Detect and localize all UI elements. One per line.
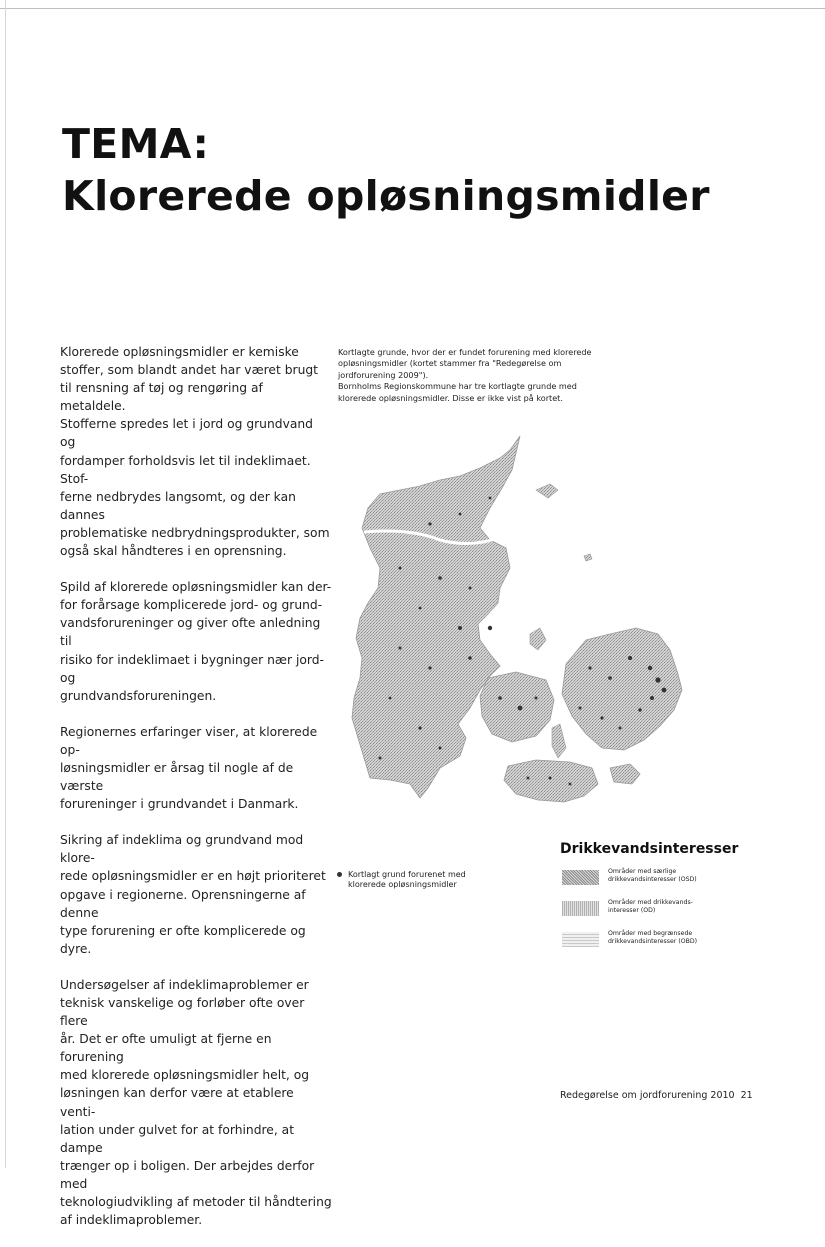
text-line: til rensning af tøj og rengøring af metaldele. xyxy=(60,381,263,414)
text-line: ferne nedbrydes langsomt, og der kan dannes xyxy=(60,489,296,522)
text-line: af indeklimaproblemer. xyxy=(60,1213,203,1228)
od-label xyxy=(608,899,728,914)
lolland-falster-landmass xyxy=(504,760,598,802)
text-line: stoffer, som blandt andet har været brugt xyxy=(60,363,319,378)
label-line: Områder med særlige xyxy=(608,868,677,875)
page-title xyxy=(62,118,710,222)
page-number: 21 xyxy=(740,1090,753,1101)
drinking-water-title: Drikkevandsinteresser xyxy=(560,841,739,857)
label-line: Områder med drikkevands- xyxy=(608,899,693,906)
laeso-island xyxy=(536,484,558,498)
anholt-island xyxy=(584,554,592,561)
paragraph-1 xyxy=(60,343,332,560)
body-text xyxy=(60,343,332,1247)
obd-swatch xyxy=(562,932,599,947)
obd-label xyxy=(608,930,728,945)
text-line: trænger op i boligen. Der arbejdes derfor med xyxy=(60,1158,315,1191)
page-left-edge xyxy=(5,0,6,1168)
text-line: risiko for indeklimaet i bygninger nær jord- og xyxy=(60,652,324,685)
caption-line: klorerede opløsningsmidler. Disse er ikke vist på kortet. xyxy=(338,392,563,403)
text-line: også skal håndteres i en oprensning. xyxy=(60,544,287,559)
text-line: med klorerede opløsningsmidler helt, og xyxy=(60,1068,310,1083)
od-swatch xyxy=(562,901,599,916)
paragraph-3 xyxy=(60,723,332,813)
langeland-island xyxy=(552,724,566,758)
page-top-edge xyxy=(0,8,825,9)
text-line: lation under gulvet for at forhindre, at dampe xyxy=(60,1122,295,1155)
map-caption xyxy=(338,347,613,404)
label-line: drikkevandsinteresser (OBD) xyxy=(608,937,698,945)
text-line: år. Det er ofte umuligt at fjerne en forurening xyxy=(60,1032,272,1065)
page-footer xyxy=(560,1090,753,1101)
jutland-landmass xyxy=(352,436,520,798)
osd-label xyxy=(608,868,728,883)
footer-text: Redegørelse om jordforurening 2010 xyxy=(560,1090,735,1101)
text-line: teknologiudvikling af metoder til håndtering xyxy=(60,1195,332,1210)
legend-item-obd xyxy=(562,930,732,954)
label-line: interesser (OD) xyxy=(608,906,656,914)
mon-landmass xyxy=(610,764,640,784)
text-line: Undersøgelser af indeklimaproblemer er xyxy=(60,977,309,992)
samso-island xyxy=(530,628,546,650)
caption-line: jordforurening 2009"). xyxy=(338,369,429,380)
text-line: for forårsage komplicerede jord- og grund- xyxy=(60,598,323,613)
text-line: Stofferne spredes let i jord og grundvand og xyxy=(60,417,313,450)
text-line: type forurening er ofte komplicerede og dyre. xyxy=(60,923,306,956)
site-dot-icon xyxy=(337,872,342,877)
osd-swatch xyxy=(562,870,599,885)
text-line: Spild af klorerede opløsningsmidler kan der- xyxy=(60,580,332,595)
paragraph-2 xyxy=(60,578,332,705)
text-line: Regionernes erfaringer viser, at klorerede op- xyxy=(60,724,318,757)
text-line: grundvandsforureningen. xyxy=(60,688,217,703)
title-line-2: Klorerede opløsningsmidler xyxy=(62,172,710,220)
text-line: Klorerede opløsningsmidler er kemiske xyxy=(60,345,299,359)
denmark-map xyxy=(340,428,700,838)
paragraph-5 xyxy=(60,976,332,1229)
text-line: løsningsmidler er årsag til nogle af de værste xyxy=(60,760,294,794)
site-label-line-1: Kortlagt grund forurenet med xyxy=(348,870,466,879)
label-line: drikkevandsinteresser (OSD) xyxy=(608,875,697,883)
text-line: løsningen kan derfor være at etablere venti- xyxy=(60,1086,294,1119)
legend-item-od xyxy=(562,899,732,923)
text-line: Sikring af indeklima og grundvand mod klore- xyxy=(60,833,304,866)
site-label-line-2: klorerede opløsningsmidler xyxy=(348,880,457,889)
label-line: Områder med begrænsede xyxy=(608,930,693,937)
funen-landmass xyxy=(480,672,554,742)
text-line: teknisk vanskelige og forløber ofte over flere xyxy=(60,996,305,1029)
caption-line: Kortlagte grunde, hvor der er fundet forurening med klorerede xyxy=(338,347,592,357)
text-line: problematiske nedbrydningsprodukter, som xyxy=(60,525,330,540)
text-line: fordamper forholdsvis let til indeklimaet. Stof- xyxy=(60,453,311,486)
text-line: forureninger i grundvandet i Danmark. xyxy=(60,797,299,812)
paragraph-4 xyxy=(60,831,332,958)
caption-line: Bornholms Regionskommune har tre kortlagte grunde med xyxy=(338,381,577,392)
text-line: opgave i regionerne. Oprensningerne af denne xyxy=(60,887,306,920)
map-legend-sites xyxy=(337,870,497,890)
title-line-1: TEMA: xyxy=(62,120,210,168)
caption-line: opløsningsmidler (kortet stammer fra "Redegørelse om xyxy=(338,358,562,369)
text-line: rede opløsningsmidler er en højt prioriteret xyxy=(60,869,326,884)
text-line: vandsforureninger og giver ofte anledning til xyxy=(60,616,321,649)
legend-item-osd xyxy=(562,868,732,892)
